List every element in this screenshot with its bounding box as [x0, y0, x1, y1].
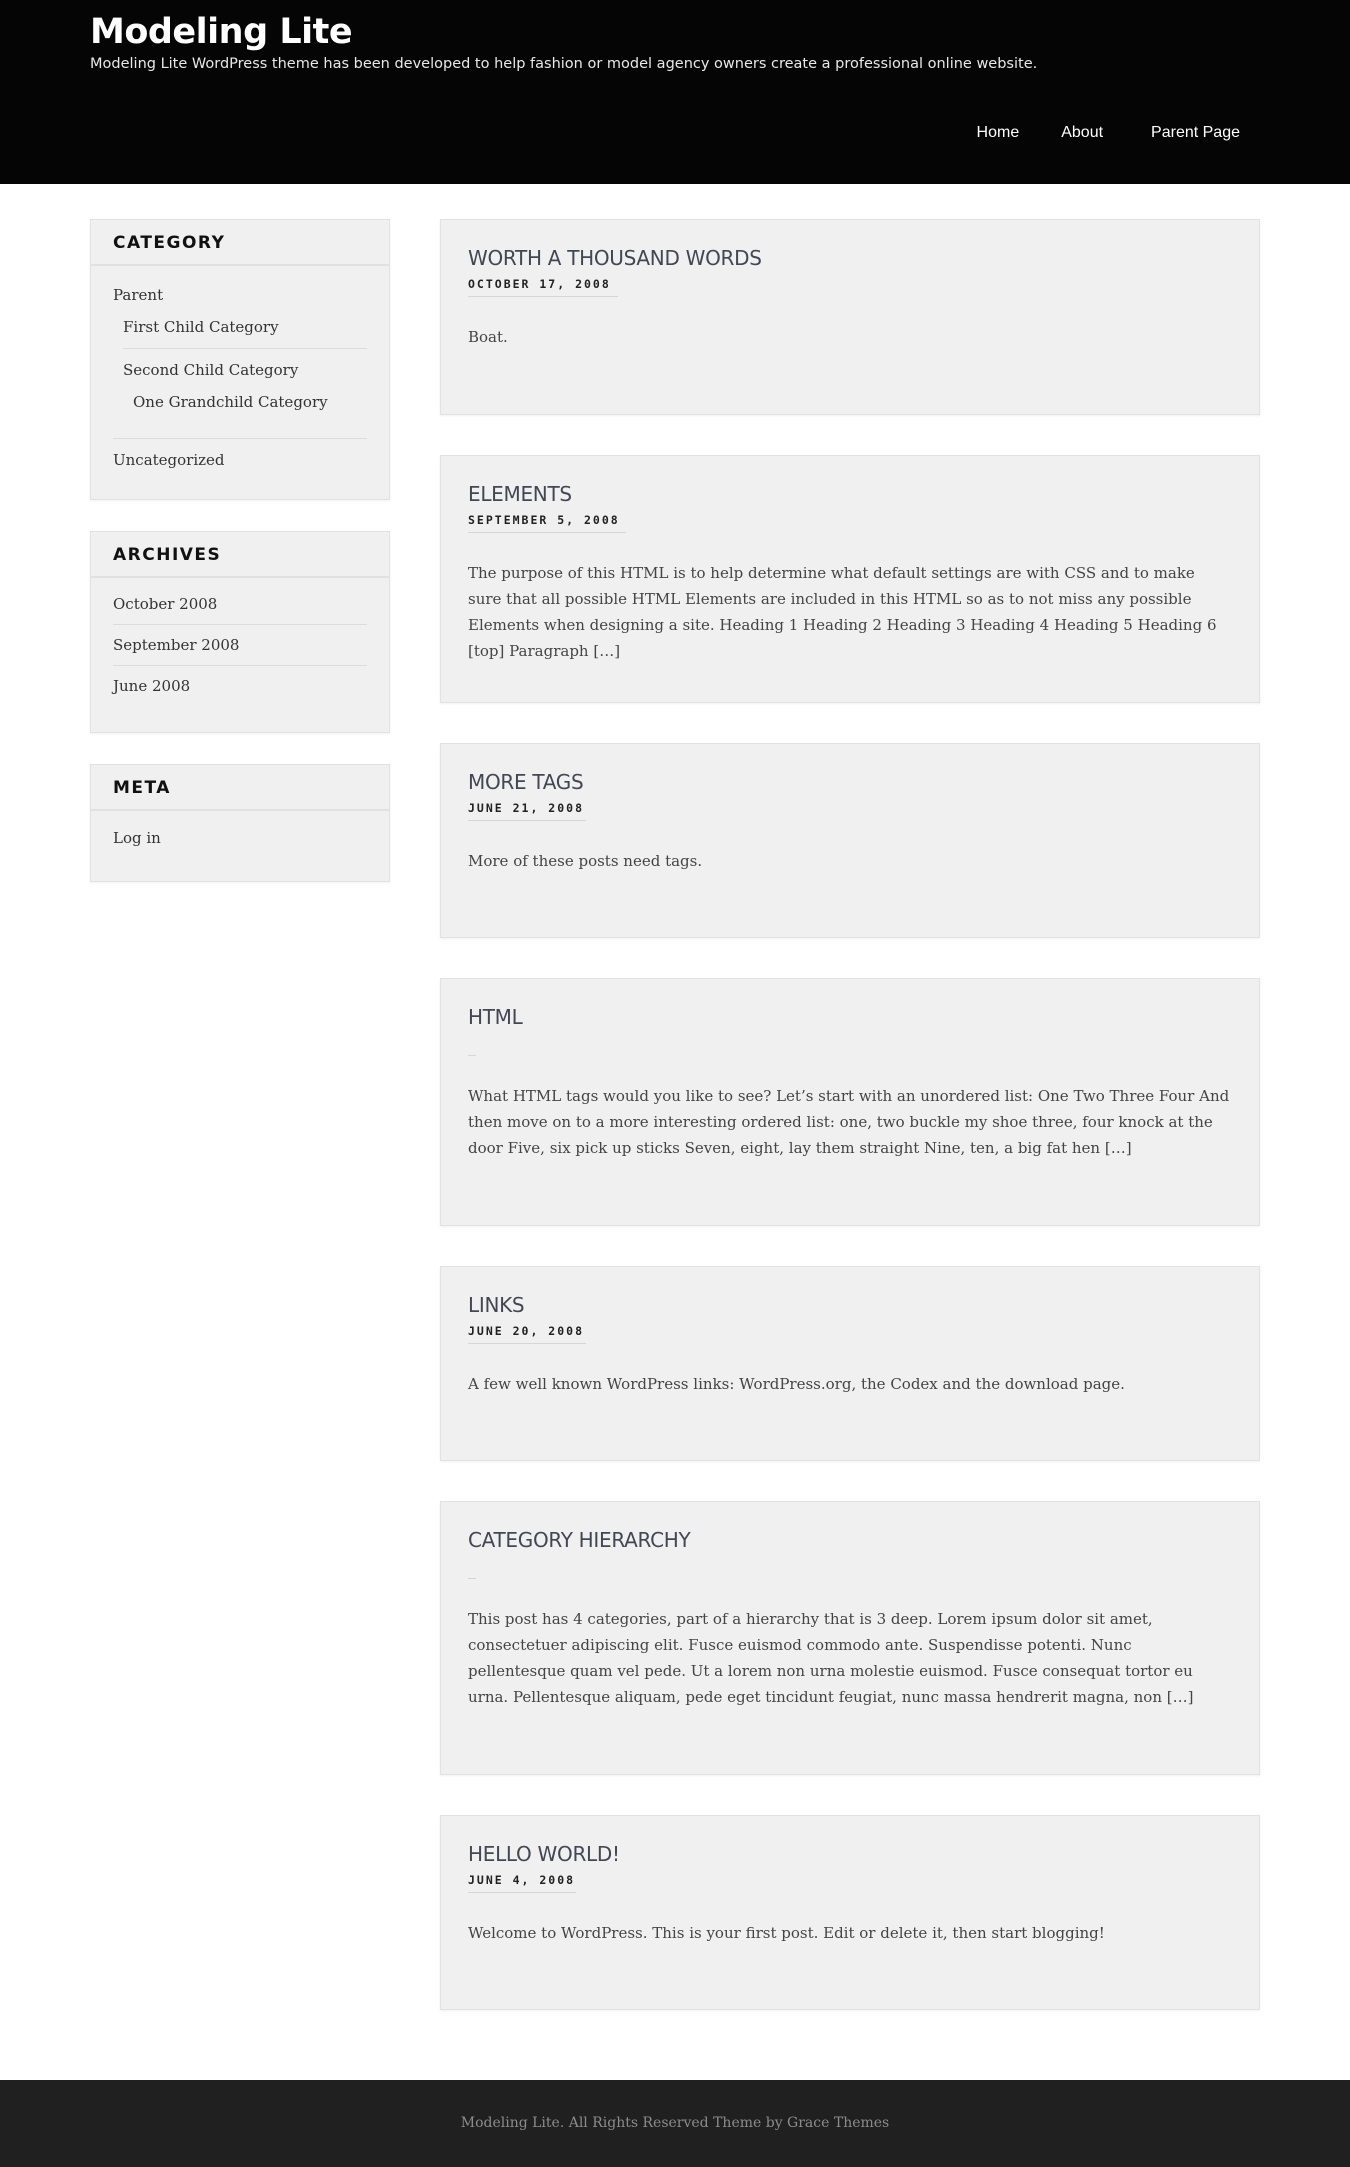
post-date	[468, 1035, 1232, 1051]
divider	[123, 348, 367, 349]
post-date: OCTOBER 17, 2008	[468, 277, 611, 291]
meta-widget	[90, 764, 390, 882]
post-card	[440, 219, 1260, 415]
post-list	[440, 219, 1260, 2050]
meta-list	[91, 811, 389, 865]
category-item-uncategorized[interactable]: Uncategorized	[113, 451, 225, 469]
post-excerpt: Boat.	[468, 328, 508, 346]
date-divider	[468, 1892, 576, 1893]
nav-about[interactable]: About	[1061, 124, 1104, 141]
category-item-first-child[interactable]: First Child Category	[123, 318, 279, 336]
branding	[90, 10, 1037, 74]
site-title[interactable]: Modeling Lite	[90, 12, 353, 52]
archive-item-october-2008[interactable]: October 2008	[113, 584, 367, 625]
post-title[interactable]: ELEMENTS	[468, 482, 572, 506]
date-divider	[468, 1055, 476, 1056]
post-date: JUNE 21, 2008	[468, 801, 585, 815]
footer-credit: Modeling Lite. All Rights Reserved Theme by Grace Themes	[460, 2115, 890, 2131]
archives-list	[91, 578, 389, 724]
post-title[interactable]: LINKS	[468, 1293, 525, 1317]
post-card	[440, 455, 1260, 703]
archives-widget	[90, 531, 390, 733]
nav-parent-page[interactable]: Parent Page	[1151, 124, 1240, 141]
category-item-second-child[interactable]: Second Child Category	[123, 361, 299, 379]
widget-title: META	[91, 765, 389, 811]
post-card	[440, 1815, 1260, 2010]
content-area	[0, 184, 1350, 2080]
widget-title: ARCHIVES	[91, 532, 389, 578]
widget-title: CATEGORY	[91, 220, 389, 266]
nav-home[interactable]: Home	[976, 124, 1020, 141]
post-title[interactable]: CATEGORY HIERARCHY	[468, 1528, 691, 1552]
post-title[interactable]: MORE TAGS	[468, 770, 584, 794]
post-date: JUNE 20, 2008	[468, 1324, 585, 1338]
category-list	[91, 266, 389, 489]
date-divider	[468, 532, 626, 533]
sidebar	[90, 219, 390, 913]
main-nav	[937, 124, 1240, 142]
post-date: SEPTEMBER 5, 2008	[468, 513, 620, 527]
post-title[interactable]: WORTH A THOUSAND WORDS	[468, 246, 762, 270]
post-card	[440, 1266, 1260, 1461]
archive-item-september-2008[interactable]: September 2008	[113, 625, 367, 666]
post-card	[440, 1501, 1260, 1775]
archive-item-june-2008[interactable]: June 2008	[113, 677, 191, 695]
post-date: JUNE 4, 2008	[468, 1873, 576, 1887]
post-excerpt: A few well known WordPress links: WordPress.org, the Codex and the download page.	[468, 1375, 1125, 1393]
date-divider	[468, 1343, 586, 1344]
site-description: Modeling Lite WordPress theme has been developed to help fashion or model agency owners create a professional online website.	[90, 56, 1038, 72]
date-divider	[468, 296, 618, 297]
post-card	[440, 978, 1260, 1226]
post-excerpt: What HTML tags would you like to see? Let’s start with an unordered list: One Two Three Four And then move on to a more interesting ordered list: one, two buckle my shoe three, four knock at the door Five, six pick up sticks Seven, eight, lay them straight Nine, ten, a big fat hen […]	[468, 1087, 1230, 1157]
category-grandchildren	[123, 391, 367, 413]
site-footer	[0, 2080, 1350, 2167]
post-date	[468, 1558, 1232, 1574]
category-widget	[90, 219, 390, 500]
divider	[113, 438, 367, 439]
post-excerpt: The purpose of this HTML is to help determine what default settings are with CSS and to make sure that all possible HTML Elements are included in this HTML so as to not miss any possible Elements when designing a site. Heading 1 Heading 2 Heading 3 Heading 4 Heading 5 Heading 6 [top] Paragraph […]	[468, 564, 1217, 660]
category-children	[113, 316, 367, 413]
post-title[interactable]: HELLO WORLD!	[468, 1842, 620, 1866]
site-header	[0, 0, 1350, 184]
date-divider	[468, 820, 586, 821]
meta-item-login[interactable]: Log in	[113, 829, 161, 847]
category-item-parent[interactable]: Parent	[113, 286, 164, 304]
date-divider	[468, 1578, 476, 1579]
category-item-grandchild[interactable]: One Grandchild Category	[133, 393, 328, 411]
post-excerpt: This post has 4 categories, part of a hierarchy that is 3 deep. Lorem ipsum dolor sit amet, consectetuer adipiscing elit. Fusce euismod commodo ante. Suspendisse potenti. Nunc pellentesque quam vel pede. Ut a lorem non urna molestie euismod. Fusce consequat tortor eu urna. Pellentesque aliquam, pede eget tincidunt feugiat, nunc massa hendrerit magna, non […]	[468, 1610, 1194, 1706]
post-title[interactable]: HTML	[468, 1005, 523, 1029]
post-excerpt: Welcome to WordPress. This is your first post. Edit or delete it, then start blogging!	[468, 1924, 1105, 1942]
post-excerpt: More of these posts need tags.	[468, 852, 703, 870]
post-card	[440, 743, 1260, 938]
